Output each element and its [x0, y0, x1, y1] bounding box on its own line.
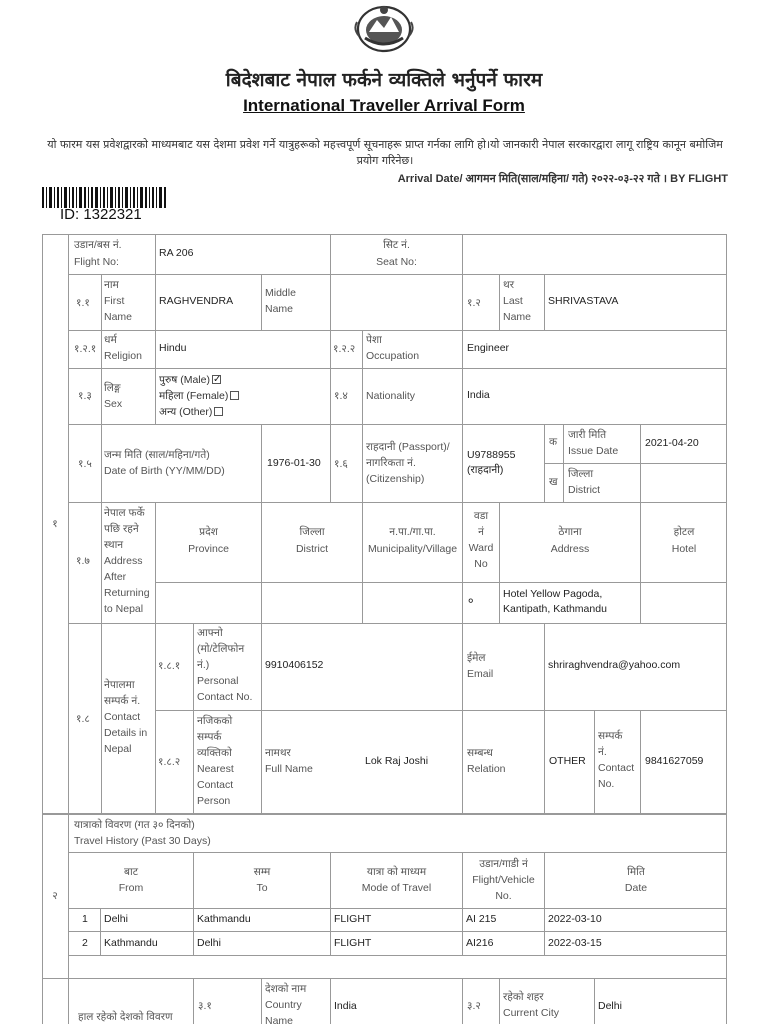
contact-label-line: Contact: [104, 711, 141, 723]
city-label-np: रहेको शहर: [503, 991, 544, 1003]
male-checkbox[interactable]: [212, 375, 221, 384]
issue-district-label: District: [568, 484, 601, 496]
first-name-value: RAGHVENDRA: [159, 295, 234, 307]
contact-no-label-line: No.: [598, 778, 615, 790]
personal-contact-label-line: नं.): [197, 659, 210, 671]
contact-label-line: Details in: [104, 727, 148, 739]
phone-value: 9910406152: [265, 659, 324, 671]
passport-type-value: (राहदानी): [467, 464, 504, 476]
relation-label: Relation: [467, 763, 506, 775]
nationality-value: India: [467, 389, 490, 401]
col-flight-2: No.: [495, 890, 512, 902]
address-label-line: Returning: [104, 587, 150, 599]
city-number: ३.२: [467, 1000, 481, 1012]
nationality-number: १.४: [334, 390, 348, 402]
nationality-label: Nationality: [366, 390, 416, 402]
flight-label: Flight No:: [74, 256, 119, 268]
province-label: Province: [188, 543, 229, 555]
contact-no-label-line: नं.: [598, 746, 607, 758]
form-intro: यो फारम यस प्रवेशद्वारको माध्यमबाट यस देशमा प्रवेश गर्ने यात्रुहरूको महत्त्वपूर्ण सूचनाहरू प्राप्त गर्नका लागि हो।यो जानकारी नेपाल सरकारद्वारा लागू राष्ट्रिय कानून बमोजिम प्रयोग गरिनेछ।: [47, 138, 723, 167]
personal-contact-label-line: (मो/टेलिफोन: [197, 643, 245, 655]
nearest-contact-label-line: Nearest: [197, 763, 234, 775]
female-checkbox[interactable]: [230, 391, 239, 400]
col-date: Date: [624, 882, 648, 894]
sex-label-np: लिङ्ग: [104, 382, 121, 394]
full-name-label-np: नामथर: [265, 747, 291, 759]
last-name-label-2: Name: [503, 311, 532, 323]
travel-history-title-np: यात्राको विवरण (गत ३० दिनको): [74, 819, 195, 831]
col-mode: Mode of Travel: [361, 882, 432, 894]
personal-contact-label-line: आफ्नो: [197, 627, 223, 639]
last-name-number: १.२: [467, 297, 481, 309]
email-label-np: ईमेल: [467, 652, 486, 664]
address-label-line: Address: [104, 555, 143, 567]
city-value: Delhi: [598, 1000, 622, 1012]
nearest-contact-number: १.८.२: [158, 756, 181, 768]
ward-label-line: वडा: [473, 510, 489, 522]
col-date-np: मिति: [627, 866, 645, 878]
nearest-contact-label-line: Contact: [197, 779, 234, 791]
issue-date-label: Issue Date: [568, 445, 619, 457]
nearest-contact-label-line: Person: [197, 795, 231, 807]
contact-label-line: नेपालमा: [104, 679, 135, 691]
address-label-line: After: [104, 571, 127, 583]
first-name-number: १.१: [76, 297, 90, 309]
form-title: International Traveller Arrival Form: [243, 96, 525, 115]
travel-row-number: 1: [82, 913, 88, 925]
hotel-label: Hotel: [671, 543, 697, 555]
country-label-2: Name: [265, 1015, 294, 1024]
travel-to: Kathmandu: [197, 913, 251, 925]
passport-label-3: (Citizenship): [366, 473, 425, 485]
address-label: Address: [550, 543, 590, 555]
middle-name-label-2: Name: [265, 303, 294, 315]
ward-value: ०: [468, 595, 474, 607]
last-name-label-np: थर: [503, 279, 515, 291]
travel-to: Delhi: [197, 937, 221, 949]
last-name-label: Last: [503, 295, 523, 307]
col-flight-np: उडान/गाडी नं: [479, 858, 528, 870]
city-label: Current City: [503, 1007, 560, 1019]
passport-label-2: नागरिकता नं.: [366, 457, 416, 469]
form-id: ID: 1322321: [60, 206, 142, 223]
contact-number: १.८: [76, 713, 90, 725]
country-label: Country: [265, 999, 302, 1011]
issue-date-marker: क: [549, 436, 558, 448]
travel-flight: AI216: [466, 937, 494, 949]
dob-label-np: जन्म मिति (साल/महिना/गते): [104, 449, 210, 461]
country-value: India: [334, 1000, 357, 1012]
issue-date-value: 2021-04-20: [645, 437, 699, 449]
section-number-2: २: [52, 890, 58, 902]
current-country-label-np: हाल रहेको देशको विवरण: [78, 1011, 173, 1023]
ward-label-line: नं: [478, 526, 484, 538]
ward-label-line: Ward: [468, 542, 494, 554]
section-number-1: १: [52, 518, 58, 530]
municipality-label: Municipality/Village: [367, 543, 458, 555]
travel-from: Kathmandu: [104, 937, 158, 949]
email-label: Email: [467, 668, 494, 680]
religion-label: Religion: [104, 350, 142, 362]
address-value: Hotel Yellow Pagoda,: [503, 588, 603, 600]
district-label-np: जिल्ला: [299, 526, 325, 538]
contact-label-line: सम्पर्क नं.: [104, 695, 141, 707]
personal-contact-label-line: Personal: [197, 675, 239, 687]
dob-value: 1976-01-30: [267, 457, 321, 469]
address-value-2: Kantipath, Kathmandu: [503, 603, 607, 615]
contact-no-label-line: Contact: [598, 762, 635, 774]
address-label-np: ठेगाना: [558, 526, 582, 538]
personal-contact-label-line: Contact No.: [197, 691, 253, 703]
relation-label-np: सम्बन्ध: [467, 747, 493, 759]
address-number: १.७: [76, 555, 90, 567]
col-to: To: [256, 882, 268, 894]
travel-mode: FLIGHT: [334, 913, 372, 925]
col-from: From: [118, 882, 144, 894]
arrival-date: Arrival Date/ आगमन मिति(साल/महिना/ गते) २०२२-०३-२२ गते । BY FLIGHT: [397, 173, 728, 185]
full-name-label: Full Name: [265, 763, 313, 775]
passport-label-1: राहदानी (Passport)/: [366, 441, 450, 453]
sex-number: १.३: [78, 390, 92, 402]
country-label-np: देशको नाम: [265, 983, 307, 995]
occupation-value: Engineer: [467, 342, 510, 354]
first-name-label: First: [104, 295, 125, 307]
travel-from: Delhi: [104, 913, 128, 925]
sex-label: Sex: [104, 398, 123, 410]
issue-district-label-np: जिल्ला: [568, 468, 594, 480]
address-label-line: to Nepal: [104, 603, 144, 615]
col-flight: Flight/Vehicle: [472, 874, 535, 886]
district-label: District: [295, 543, 329, 555]
email-value: shriraghvendra@yahoo.com: [548, 659, 681, 671]
occupation-label-np: पेशा: [366, 334, 382, 346]
col-to-np: सम्म: [253, 866, 271, 878]
passport-number: १.६: [334, 458, 348, 470]
province-label-np: प्रदेश: [199, 526, 218, 538]
hotel-label-np: होटल: [673, 526, 695, 538]
travel-date: 2022-03-10: [548, 913, 602, 925]
col-mode-np: यात्रा को माध्यम: [366, 866, 427, 878]
ward-label-line: No: [474, 558, 488, 570]
occupation-number: १.२.२: [333, 343, 356, 355]
nearest-contact-label-line: सम्पर्क: [197, 731, 222, 743]
last-name-value: SHRIVASTAVA: [548, 295, 619, 307]
seat-label-np: सिट नं.: [383, 239, 410, 251]
other-checkbox[interactable]: [214, 407, 223, 416]
address-label-line: पछि रहने: [104, 523, 139, 535]
sex-option-female[interactable]: महिला (Female): [159, 388, 239, 404]
address-label-line: स्थान: [104, 539, 124, 551]
religion-number: १.२.१: [74, 343, 97, 355]
travel-mode: FLIGHT: [334, 937, 372, 949]
travel-date: 2022-03-15: [548, 937, 602, 949]
contact-no-value: 9841627059: [645, 755, 704, 767]
nearest-contact-label-line: नजिकको: [197, 715, 233, 727]
nearest-contact-label-line: व्यक्तिको: [197, 747, 232, 759]
religion-label-np: धर्म: [104, 334, 117, 346]
issue-date-label-np: जारी मिति: [568, 429, 607, 441]
passport-value: U9788955: [467, 449, 516, 461]
sex-option-male[interactable]: पुरुष (Male)✓: [159, 372, 221, 388]
contact-no-label-line: सम्पर्क: [598, 730, 623, 742]
travel-row-number: 2: [82, 937, 88, 949]
municipality-label-np: न.पा./गा.पा.: [389, 526, 436, 538]
full-name-value: Lok Raj Joshi: [365, 755, 429, 767]
travel-flight: AI 215: [466, 913, 497, 925]
issue-district-marker: ख: [549, 476, 558, 488]
religion-value: Hindu: [159, 342, 187, 354]
dob-label: Date of Birth (YY/MM/DD): [104, 465, 225, 477]
col-from-np: बाट: [123, 866, 138, 878]
contact-label-line: Nepal: [104, 743, 132, 755]
form-title-nepali: बिदेशबाट नेपाल फर्कने व्यक्तिले भर्नुपर्ने फारम: [225, 69, 543, 91]
sex-option-other[interactable]: अन्य (Other): [159, 404, 223, 420]
relation-value: OTHER: [549, 755, 586, 767]
travel-history-title: Travel History (Past 30 Days): [74, 835, 211, 847]
first-name-label-np: नाम: [104, 279, 119, 291]
occupation-label: Occupation: [366, 350, 420, 362]
middle-name-label: Middle: [265, 287, 296, 299]
flight-no-value: RA 206: [159, 247, 194, 259]
first-name-label-2: Name: [104, 311, 133, 323]
seat-label: Seat No:: [376, 256, 417, 268]
country-number: ३.१: [198, 1000, 212, 1012]
dob-number: १.५: [78, 458, 92, 470]
flight-label-np: उडान/बस नं.: [74, 239, 122, 251]
address-label-line: नेपाल फर्के: [104, 507, 145, 519]
personal-contact-number: १.८.१: [158, 660, 181, 672]
